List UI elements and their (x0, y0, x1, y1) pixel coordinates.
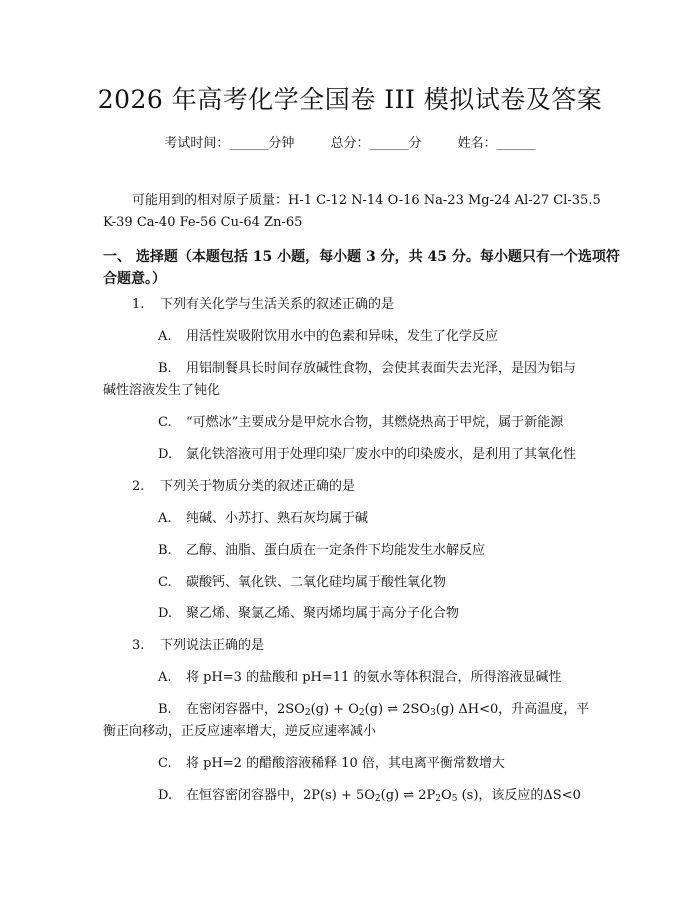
subscript: 2 (304, 708, 311, 718)
question-1-stem (132, 294, 394, 316)
option-label: B. (158, 361, 172, 376)
question-2-option-a (158, 508, 368, 530)
option-text: 乙醇、油脂、蛋白质在一定条件下均能发生水解反应 (186, 543, 486, 558)
option-text-part: (g) ⇌ 2P (380, 788, 436, 803)
question-1-option-a (158, 326, 498, 348)
question-number: 3. (132, 638, 145, 653)
option-label: B. (158, 543, 172, 558)
option-label: A. (158, 670, 172, 685)
option-label: C. (158, 575, 172, 590)
option-text: 用铝制餐具长时间存放碱性食物，会使其表面失去光泽，是因为铝与 (186, 361, 577, 376)
option-text: “可燃冰”主要成分是甲烷水合物，其燃烧热高于甲烷，属于新能源 (186, 415, 564, 430)
subscript: 2 (358, 708, 365, 718)
option-text: 用活性炭吸附饮用水中的色素和异味，发生了化学反应 (186, 329, 499, 344)
option-text-part: (g) + O (310, 702, 359, 717)
option-text: 将 pH=3 的盐酸和 pH=11 的氨水等体积混合，所得溶液显碱性 (186, 670, 562, 685)
option-text: 将 pH=2 的醋酸溶液稀释 10 倍，其电离平衡常数增大 (186, 756, 505, 771)
option-label: D. (158, 788, 173, 803)
option-text-part: (g) ⇌ 2SO (364, 702, 431, 717)
question-number: 2. (132, 479, 145, 494)
option-text-part: O (441, 788, 452, 803)
question-2-option-c (158, 572, 446, 594)
question-2-option-b (158, 540, 485, 562)
option-label: C. (158, 756, 172, 771)
question-text: 下列有关化学与生活关系的叙述正确的是 (160, 297, 395, 312)
atomic-mass-line-2: K-39 Ca-40 Fe-56 Cu-64 Zn-65 (103, 215, 303, 230)
option-label: C. (158, 415, 172, 430)
question-3-option-b (158, 699, 589, 721)
option-label: D. (158, 606, 173, 621)
question-1-option-b-continued: 碱性溶液发生了钝化 (103, 383, 221, 398)
option-text-part: (g) ΔH<0，升高温度，平 (435, 702, 590, 717)
subscript: 2 (374, 794, 381, 804)
option-label: D. (158, 447, 173, 462)
option-text: 氯化铁溶液可用于处理印染厂废水中的印染废水，是利用了其氧化性 (186, 447, 577, 462)
question-text: 下列关于物质分类的叙述正确的是 (160, 479, 356, 494)
option-label: B. (158, 702, 172, 717)
option-text-part: (s)，该反应的ΔS<0 (457, 788, 581, 803)
option-label: A. (158, 329, 172, 344)
question-1-option-c (158, 412, 563, 434)
section-heading-line-2: 合题意。） (103, 271, 166, 287)
subscript: 3 (430, 708, 436, 718)
question-2-stem (132, 476, 355, 498)
exam-time-field: 考试时间：______分钟 (164, 136, 295, 151)
section-heading-line-1: 一、 选择题（本题包括 15 小题，每小题 3 分，共 45 分。每小题只有一个选项符 (103, 249, 620, 265)
question-3-option-a (158, 667, 561, 689)
option-text-part: 在恒容密闭容器中，2P(s) + 5O (186, 788, 375, 803)
question-3-option-c (158, 753, 505, 775)
student-name-field: 姓名：______ (457, 136, 536, 151)
atomic-mass-line-1: 可能用到的相对原子质量：H-1 C-12 N-14 O-16 Na-23 Mg-24 Al-27 Cl-35.5 (132, 193, 601, 208)
question-3-option-b-continued: 衡正向移动，正反应速率增大，逆反应速率减小 (103, 724, 377, 739)
question-1-option-d (158, 444, 576, 466)
subscript: 2 (435, 794, 442, 804)
question-1-option-b (158, 358, 576, 380)
option-text: 聚乙烯、聚氯乙烯、聚丙烯均属于高分子化合物 (186, 606, 460, 621)
subscript: 5 (451, 794, 458, 804)
question-3-stem (132, 635, 264, 657)
total-score-field: 总分：______分 (330, 136, 422, 151)
exam-info-line (0, 132, 700, 151)
option-text: 纯碱、小苏打、熟石灰均属于碱 (186, 511, 369, 526)
question-2-option-d (158, 603, 459, 625)
option-text-part: 在密闭容器中，2SO (186, 702, 305, 717)
page-title: 2026 年高考化学全国卷 III 模拟试卷及答案 (97, 85, 603, 114)
question-3-option-d (158, 785, 581, 807)
question-number: 1. (132, 297, 145, 312)
option-label: A. (158, 511, 172, 526)
question-text: 下列说法正确的是 (160, 638, 265, 653)
option-text: 碳酸钙、氧化铁、二氧化硅均属于酸性氧化物 (186, 575, 447, 590)
